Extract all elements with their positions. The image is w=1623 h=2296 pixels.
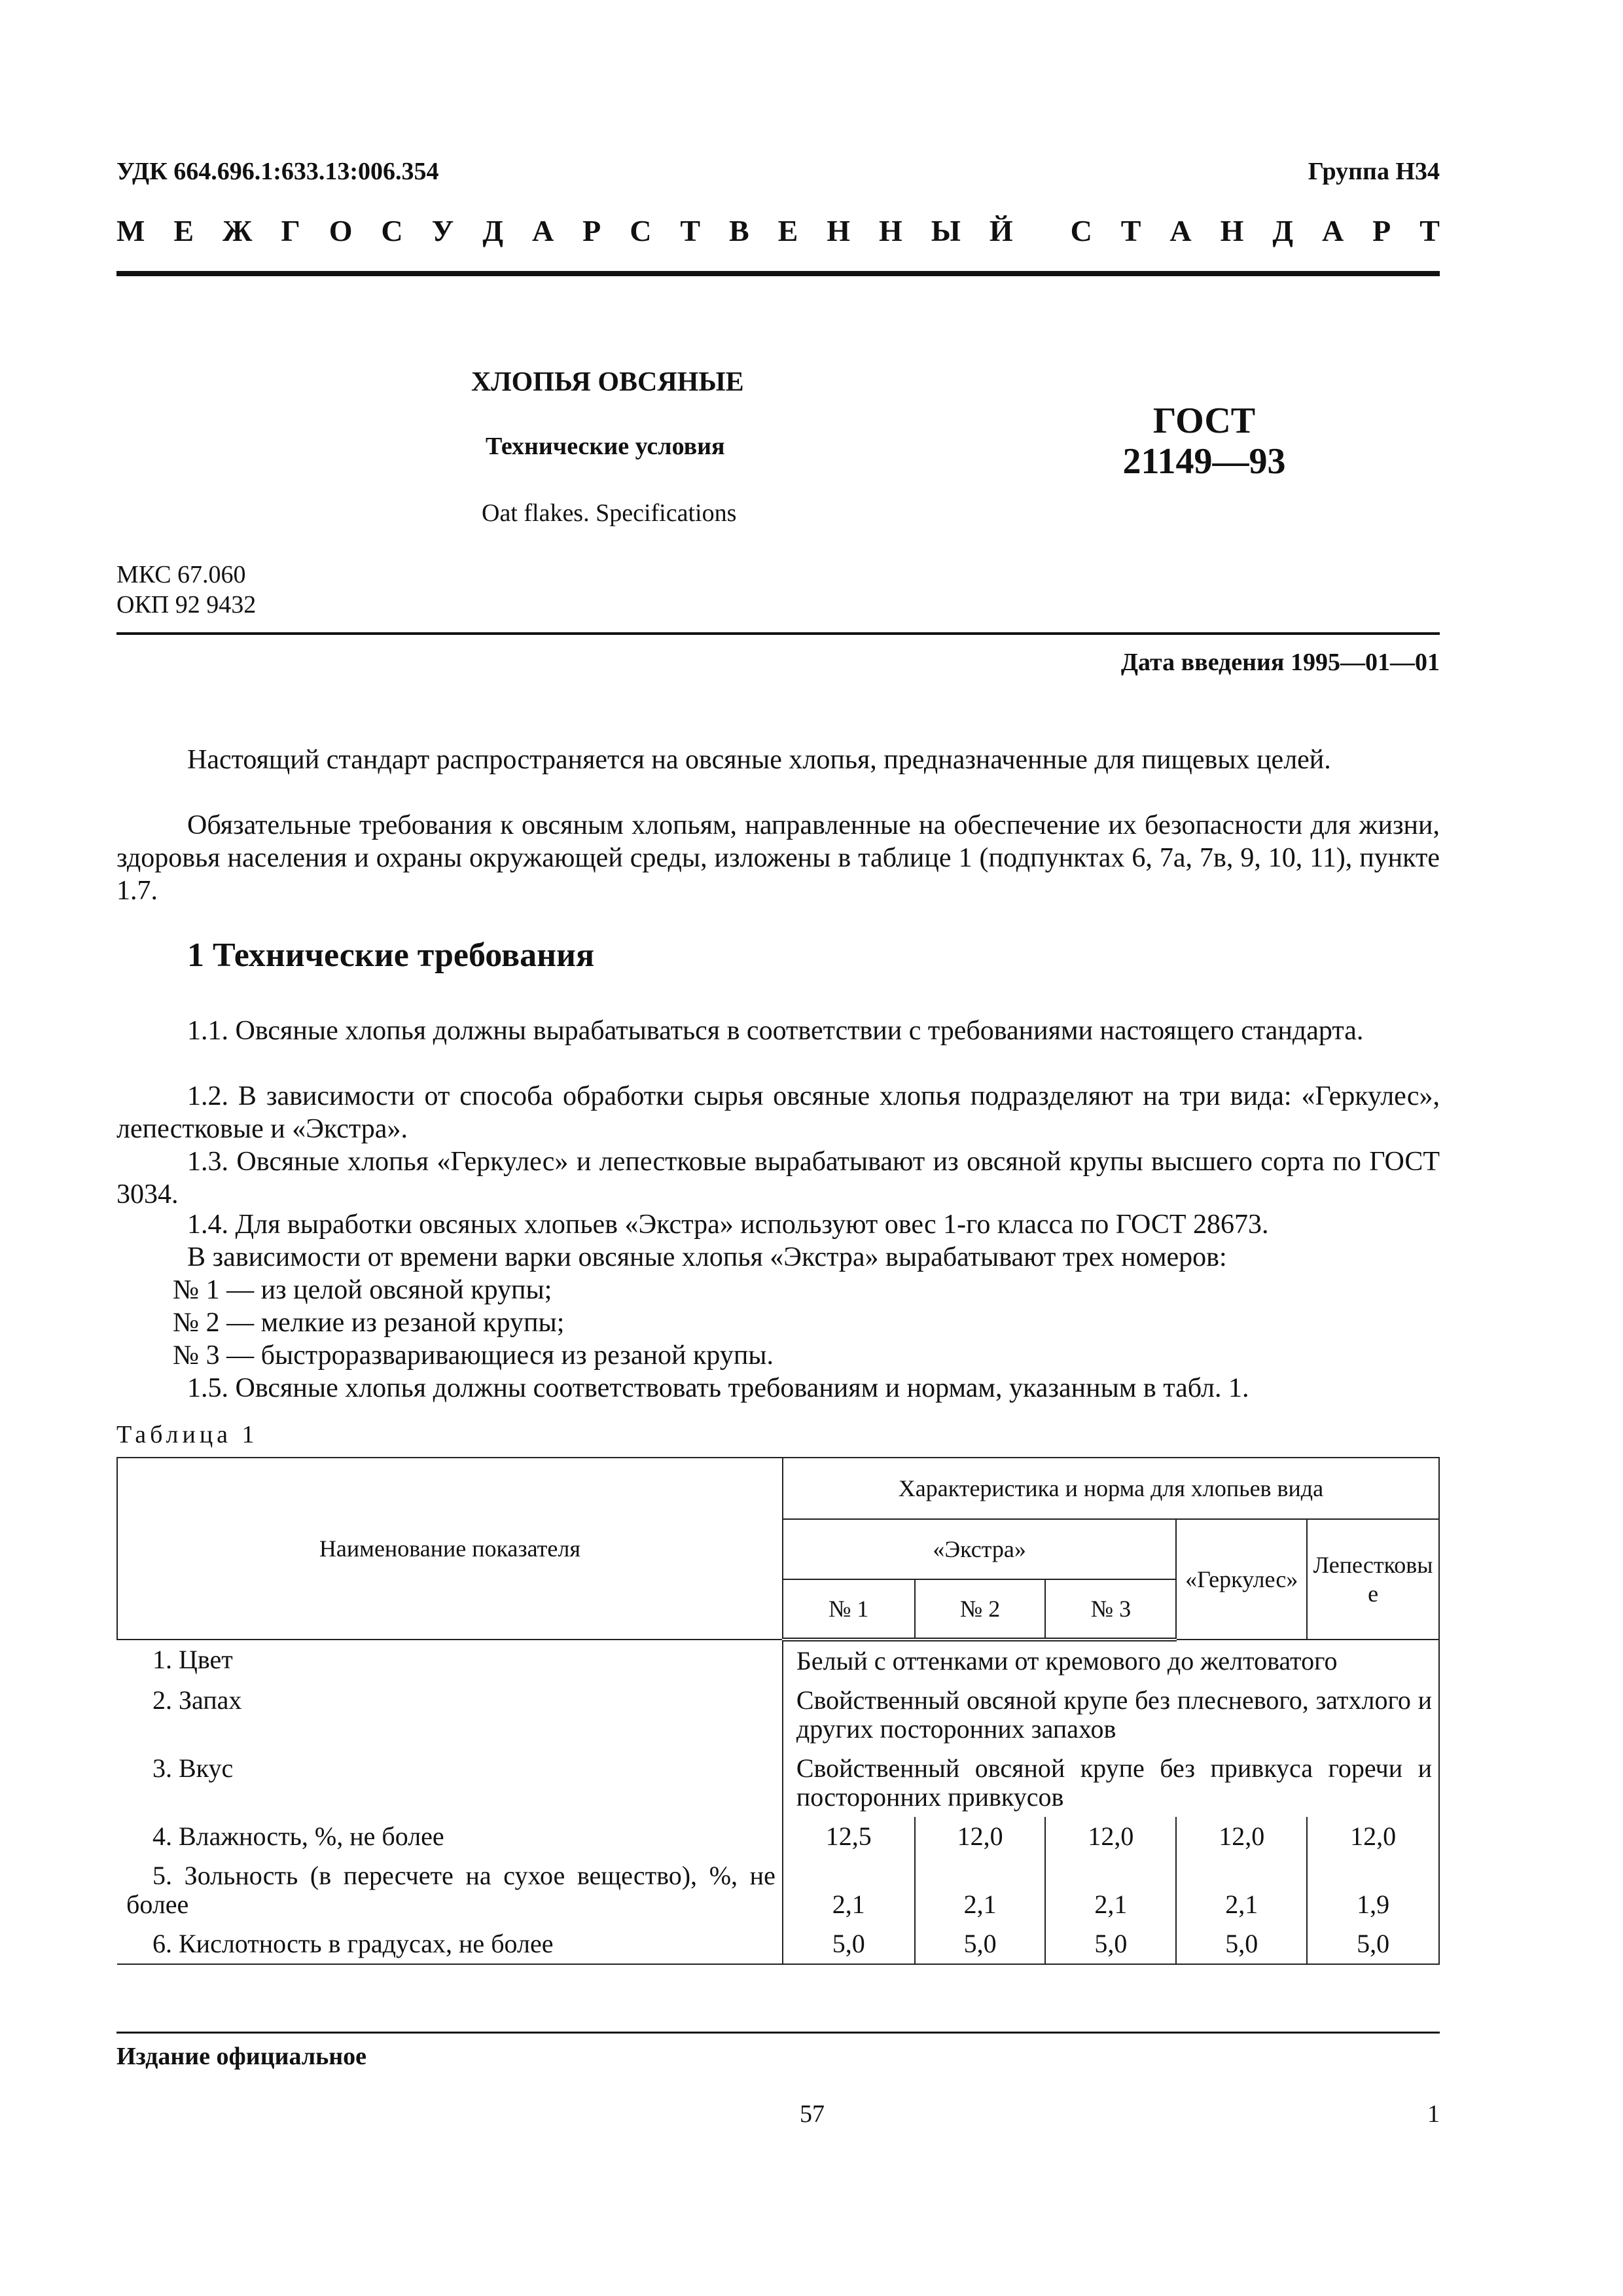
edition-note: Издание официальное	[116, 2043, 367, 2070]
table-cell-indicator: 6. Кислотность в градусах, не более	[117, 1924, 783, 1964]
banner-letter: Р	[582, 214, 601, 247]
banner-letter: А	[531, 214, 554, 247]
table-header-indicator: Наименование показателя	[117, 1458, 783, 1640]
table-row	[117, 1681, 1439, 1749]
group-code: Группа Н34	[1308, 158, 1440, 185]
clause-1-4-extra: В зависимости от времени варки овсяные хлопья «Экстра» вырабатывают трех номеров:	[187, 1242, 1227, 1272]
table-cell-value: 12,5	[783, 1817, 915, 1856]
banner-letter: Ы	[931, 214, 961, 247]
table-cell-value: 5,0	[1176, 1924, 1307, 1964]
document-title: ХЛОПЬЯ ОВСЯНЫЕ	[471, 367, 744, 397]
clause-1-2: 1.2. В зависимости от способа обработки сырья овсяные хлопья подразделяют на три вида: «Геркулес», лепестковые и «Экстра».	[116, 1081, 1440, 1144]
banner-letter: Н	[827, 214, 851, 247]
table-header-no2: № 2	[915, 1579, 1046, 1640]
title-rule	[116, 632, 1440, 635]
table-cell-value: 5,0	[915, 1924, 1046, 1964]
banner-letter: В	[729, 214, 749, 247]
table-cell-value: 2,1	[783, 1856, 915, 1924]
banner-letter: Д	[482, 214, 503, 247]
requirements-table	[116, 1457, 1440, 1965]
table-cell-indicator: 2. Запах	[152, 1685, 242, 1715]
table-row	[117, 1817, 1439, 1856]
table-cell-value: 1,9	[1307, 1856, 1439, 1924]
table-cell-value: 2,1	[915, 1856, 1046, 1924]
gost-number: 21149—93	[1122, 441, 1286, 482]
table-row	[117, 1856, 1439, 1924]
header-rule	[116, 271, 1440, 276]
table-cell-value: 12,0	[1176, 1817, 1307, 1856]
table-header-hercules: «Геркулес»	[1176, 1519, 1307, 1640]
introduction-date: Дата введения 1995—01—01	[1120, 649, 1440, 676]
banner-letter: А	[1321, 214, 1344, 247]
table-header-no3: № 3	[1045, 1579, 1176, 1640]
gost-designation	[1119, 401, 1289, 482]
clause-1-3: 1.3. Овсяные хлопья «Геркулес» и лепестковые вырабатывают из овсяной крупы высшего сорта по ГОСТ 3034.	[116, 1147, 1440, 1210]
intro-paragraph-1: Настоящий стандарт распространяется на овсяные хлопья, предназначенные для пищевых целей.	[187, 745, 1331, 775]
clause-1-1: 1.1. Овсяные хлопья должны вырабатываться в соответствии с требованиями настоящего стандарта.	[187, 1016, 1364, 1046]
table-header-petal: Лепестковые	[1307, 1519, 1439, 1640]
banner-letter: А	[1169, 214, 1192, 247]
banner-letter: Г	[281, 214, 300, 247]
table-header-extra: «Экстра»	[783, 1519, 1176, 1579]
banner-letter: М	[116, 214, 145, 247]
table-cell-indicator: 4. Влажность, %, не более	[152, 1821, 444, 1851]
table-cell-description: Свойственный овсяной крупе без плесневого, затхлого и других посторонних запахов	[783, 1681, 1439, 1749]
banner-letter: Н	[1220, 214, 1244, 247]
table-cell-indicator: 1. Цвет	[152, 1645, 233, 1674]
table-row	[117, 1749, 1439, 1817]
list-item: № 3 — быстроразваривающиеся из резаной крупы.	[173, 1340, 774, 1371]
gost-label: ГОСТ	[1152, 401, 1256, 441]
intro-paragraph-2: Обязательные требования к овсяным хлопьям, направленные на обеспечение их безопасности для жизни, здоровья населения и охраны окружающей среды, изложены в таблице 1 (подпунктах 6, 7а, 7в, 9, 10, 11), пункте 1.7.	[116, 810, 1440, 906]
banner-letter: Е	[173, 214, 194, 247]
banner-letter: Т	[1419, 214, 1440, 247]
banner-letter: С	[381, 214, 403, 247]
interstate-standard-banner	[116, 213, 1440, 248]
table-cell-value: 5,0	[1045, 1924, 1176, 1964]
table-header-no1: № 1	[783, 1579, 915, 1640]
sheet-number: 1	[1427, 2100, 1440, 2128]
banner-letter: Р	[1372, 214, 1391, 247]
banner-letter: Т	[1120, 214, 1141, 247]
table-cell-value: 5,0	[1307, 1924, 1439, 1964]
banner-letter: Н	[879, 214, 902, 247]
table-cell-value: 12,0	[1307, 1817, 1439, 1856]
list-item: № 2 — мелкие из резаной крупы;	[173, 1308, 565, 1338]
banner-letter: Й	[989, 214, 1013, 247]
table-cell-value: 5,0	[783, 1924, 915, 1964]
table-row	[117, 1924, 1439, 1964]
table-cell-value: 12,0	[915, 1817, 1046, 1856]
table-cell-description: Белый с оттенками от кремового до желтоватого	[783, 1640, 1439, 1681]
table-row	[117, 1640, 1439, 1681]
mks-code: МКС 67.060	[116, 561, 246, 588]
clause-1-4: 1.4. Для выработки овсяных хлопьев «Экстра» используют овес 1-го класса по ГОСТ 28673.	[187, 1210, 1269, 1240]
footer-rule	[116, 2032, 1440, 2034]
page-number: 57	[800, 2100, 825, 2128]
banner-letter: Е	[777, 214, 798, 247]
table-cell-indicator: 3. Вкус	[152, 1753, 234, 1783]
english-title: Oat flakes. Specifications	[482, 499, 737, 527]
table-cell-value: 2,1	[1176, 1856, 1307, 1924]
banner-letter: У	[431, 214, 454, 247]
table-cell-indicator: 5. Зольность (в пересчете на сухое вещество), %, не более	[126, 1861, 776, 1919]
banner-letter: О	[329, 214, 353, 247]
table-caption: Таблица 1	[116, 1421, 259, 1448]
list-item: № 1 — из целой овсяной крупы;	[173, 1275, 552, 1305]
section-heading: 1 Технические требования	[187, 937, 595, 974]
banner-letter: С	[1070, 214, 1092, 247]
udk-code: УДК 664.696.1:633.13:006.354	[116, 158, 439, 185]
table-cell-value: 12,0	[1045, 1817, 1176, 1856]
banner-letter: Д	[1272, 214, 1293, 247]
table-cell-description: Свойственный овсяной крупе без привкуса горечи и посторонних привкусов	[783, 1749, 1439, 1817]
table-header-characteristic: Характеристика и норма для хлопьев вида	[783, 1458, 1439, 1519]
banner-letter: Т	[680, 214, 701, 247]
okp-code: ОКП 92 9432	[116, 591, 257, 619]
table-cell-value: 2,1	[1045, 1856, 1176, 1924]
banner-letter: С	[630, 214, 652, 247]
banner-letter: Ж	[223, 214, 253, 247]
clause-1-5: 1.5. Овсяные хлопья должны соответствовать требованиям и нормам, указанным в табл. 1.	[187, 1373, 1249, 1403]
document-subtitle: Технические условия	[486, 433, 725, 460]
